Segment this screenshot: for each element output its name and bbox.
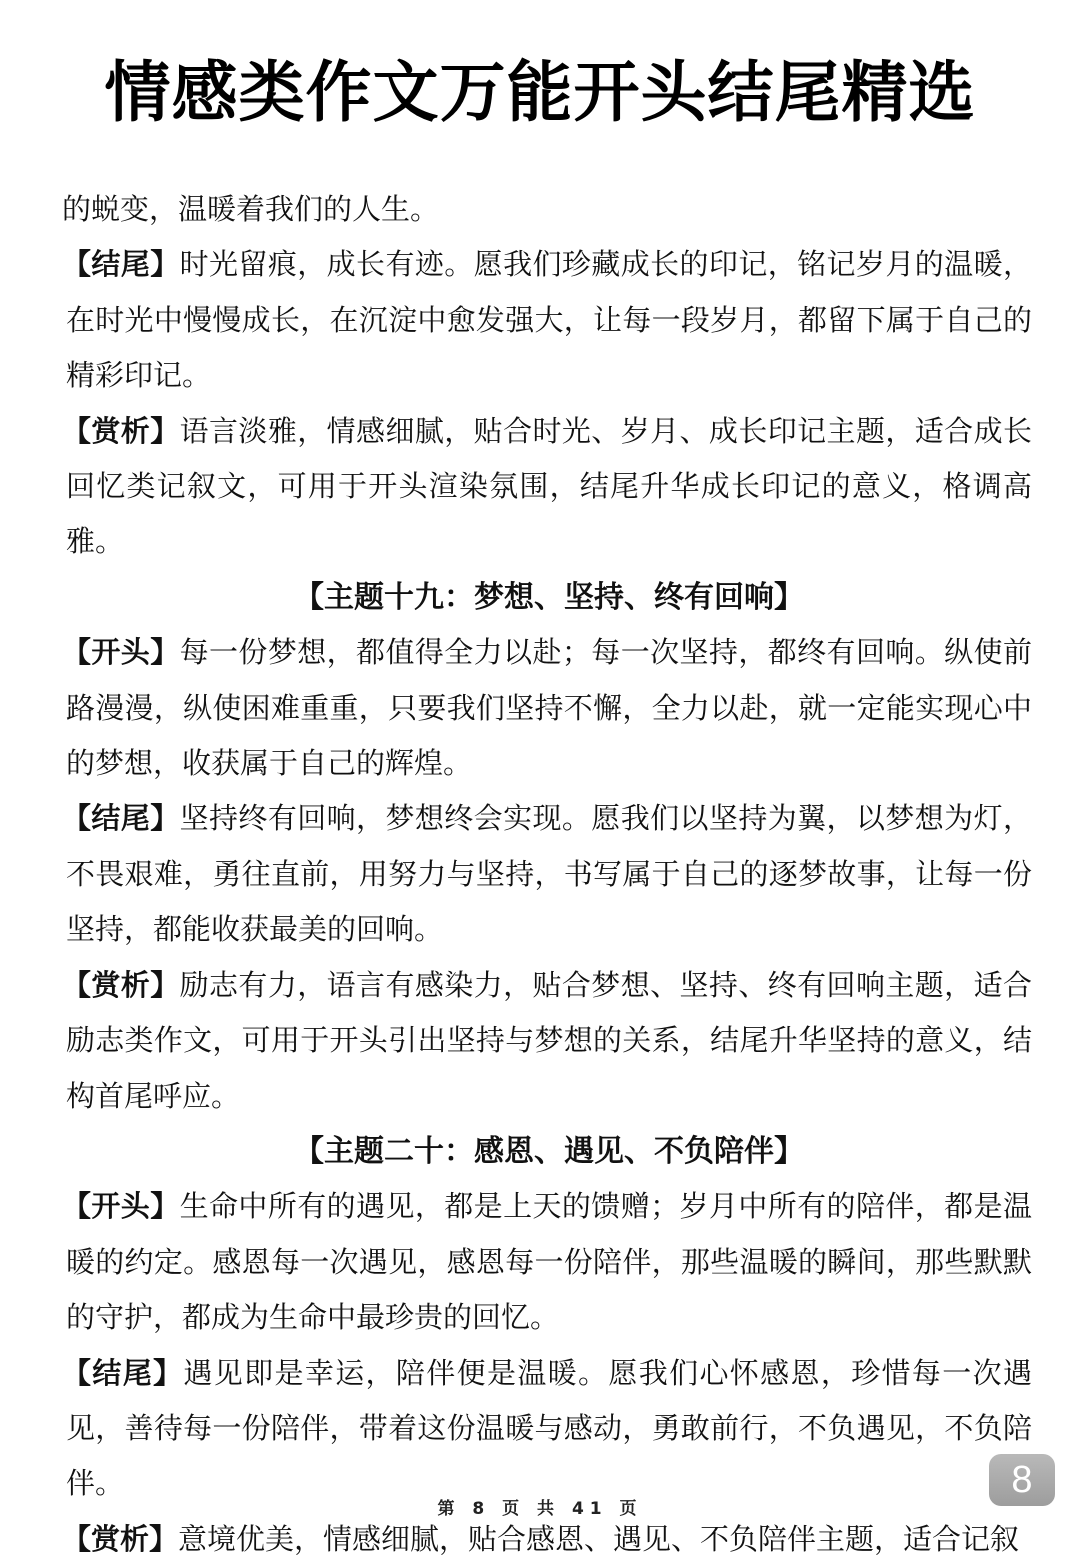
paragraph-text: 遇见即是幸运，陪伴便是温暖。愿我们心怀感恩，珍惜每一次遇见，善待每一份陪伴，带着这份温暖与感动，勇敢前行，不负遇见，不负陪伴。 [66,1355,1032,1501]
paragraph-tag: 【赏析】 [62,967,180,1002]
page-footer: 第 8 页 共 41 页 [437,1499,643,1519]
paragraph-tag: 【赏析】 [62,413,180,448]
paragraph-tag: 【结尾】 [62,801,180,836]
paragraph-text: 每一份梦想，都值得全力以赴；每一次坚持，都终有回响。纵使前路漫漫，纵使困难重重，只要我们坚持不懈，全力以赴，就一定能实现心中的梦想，收获属于自己的辉煌。 [66,635,1032,781]
paragraph-tag: 【赏析】 [62,1521,179,1556]
paragraph-analysis [62,958,1032,1124]
document-body [62,182,1032,1567]
paragraph [62,182,1032,237]
paragraph-tag: 【开头】 [62,1189,180,1224]
page-title: 情感类作文万能开头结尾精选 [104,54,976,131]
paragraph-tag: 【开头】 [62,635,180,670]
paragraph-opening [62,625,1032,791]
paragraph-opening [62,1179,1032,1345]
paragraph-ending [62,1346,1032,1512]
paragraph-analysis [62,404,1032,570]
paragraph-text: 时光留痕，成长有迹。愿我们珍藏成长的印记，铭记岁月的温暖，在时光中慢慢成长，在沉淀中愈发强大，让每一段岁月，都留下属于自己的精彩印记。 [66,247,1032,393]
theme-heading-20: 【主题二十：感恩、遇见、不负陪伴】 [294,1133,804,1169]
paragraph-text: 励志有力，语言有感染力，贴合梦想、坚持、终有回响主题，适合励志类作文，可用于开头引出坚持与梦想的关系，结尾升华坚持的意义，结构首尾呼应。 [66,967,1032,1113]
theme-heading-19: 【主题十九：梦想、坚持、终有回响】 [294,579,804,615]
paragraph-analysis [62,1512,1032,1567]
paragraph-text: 坚持终有回响，梦想终会实现。愿我们以坚持为翼，以梦想为灯，不畏艰难，勇往直前，用努力与坚持，书写属于自己的逐梦故事，让每一份坚持，都能收获最美的回响。 [66,801,1032,947]
paragraph-tag: 【结尾】 [62,247,180,282]
page-number-badge: 8 [989,1454,1055,1506]
paragraph-ending [62,791,1032,957]
paragraph-ending [62,237,1032,403]
paragraph-text: 语言淡雅，情感细腻，贴合时光、岁月、成长印记主题，适合成长回忆类记叙文，可用于开头渲染氛围，结尾升华成长印记的意义，格调高雅。 [66,413,1032,559]
paragraph-text: 意境优美，情感细腻，贴合感恩、遇见、不负陪伴主题，适合记叙 [178,1521,1020,1556]
paragraph-text: 的蜕变，温暖着我们的人生。 [62,192,440,226]
paragraph-text: 生命中所有的遇见，都是上天的馈赠；岁月中所有的陪伴，都是温暖的约定。感恩每一次遇见，感恩每一份陪伴，那些温暖的瞬间，那些默默的守护，都成为生命中最珍贵的回忆。 [66,1189,1032,1335]
paragraph-tag: 【结尾】 [62,1355,184,1390]
